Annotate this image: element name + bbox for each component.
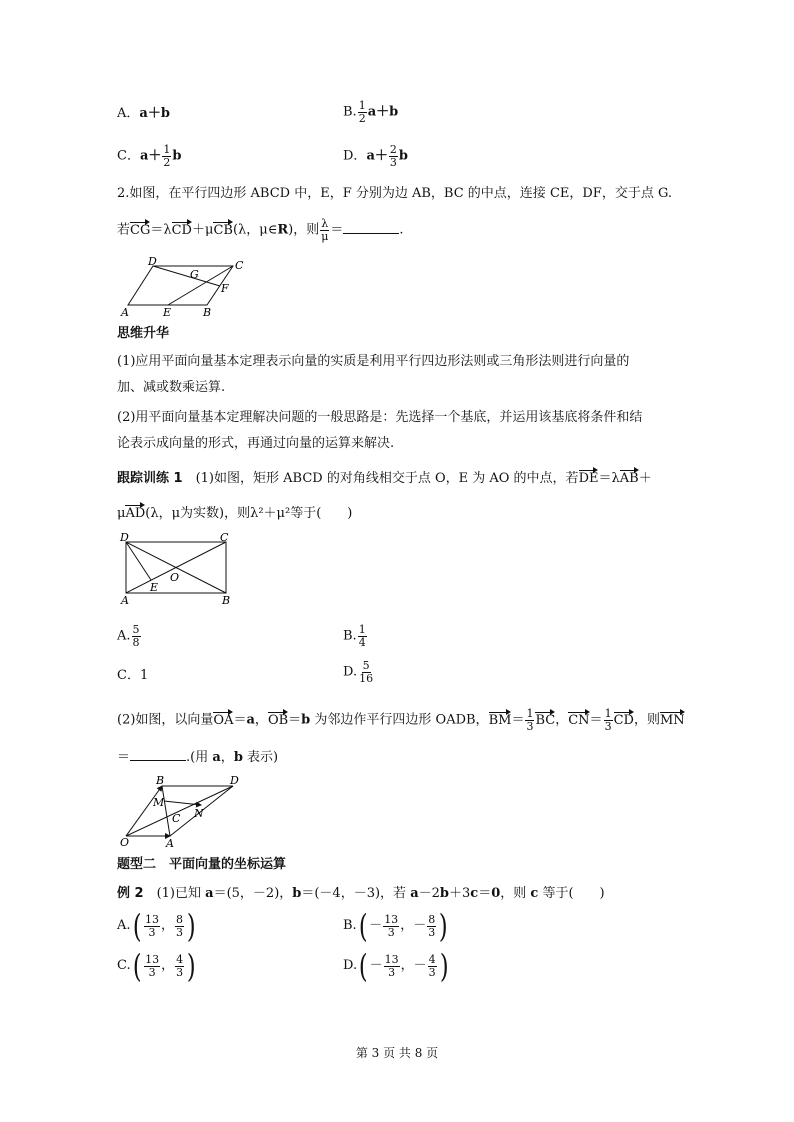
label-d: D <box>230 774 239 787</box>
answer-blank <box>343 221 399 234</box>
option-expr: b <box>172 148 182 164</box>
denominator: 3 <box>176 965 184 979</box>
page-footer: 第 3 页 共 8 页 <box>355 1046 439 1060</box>
numerator: 5 <box>132 623 140 636</box>
label-c: C <box>235 259 244 272</box>
vector-mn: MN <box>659 712 685 728</box>
left-paren: ( <box>132 907 142 945</box>
label-o: O <box>170 571 180 584</box>
example-label: 例 2 <box>117 886 144 901</box>
diagonal-ab <box>162 786 170 836</box>
fraction <box>525 708 534 732</box>
text: (λ，μ为实数)，则λ²＋μ²等于( ) <box>145 506 353 521</box>
option-value: 1 <box>139 668 149 683</box>
denominator: 3 <box>176 925 184 939</box>
tracking-option-c <box>117 668 148 684</box>
coordinate-pair <box>343 947 450 985</box>
tracking-title: 跟踪训练 1 <box>117 471 183 486</box>
example2-line <box>117 886 605 902</box>
vector-c: c <box>470 886 479 901</box>
part2-line2 <box>117 748 278 766</box>
text: ，则 <box>500 886 531 901</box>
fraction <box>132 624 141 648</box>
numerator: 4 <box>176 952 184 966</box>
option-label: D． <box>343 148 367 164</box>
text: ＝ <box>511 712 525 728</box>
denominator: 3 <box>389 155 397 169</box>
fraction <box>427 914 436 938</box>
thinking-p1b: 加、减或数乘运算. <box>117 380 226 395</box>
answer-blank <box>130 748 186 761</box>
option-expr: a＋ <box>366 148 388 164</box>
option-label: C． <box>117 668 140 683</box>
fraction <box>358 100 367 124</box>
label-d: D <box>148 256 157 268</box>
denominator: 16 <box>359 671 374 685</box>
right-paren: ) <box>439 947 449 985</box>
coordinate-pair <box>343 907 450 945</box>
vector-c: c <box>530 886 539 901</box>
option-label: B. <box>343 918 357 934</box>
section-title: 题型二 平面向量的坐标运算 <box>117 857 287 872</box>
thinking-title: 思维升华 <box>117 326 170 341</box>
vector-ob-arrow <box>126 786 162 836</box>
fraction <box>175 954 184 978</box>
example2-option-a <box>117 907 198 945</box>
vector-a: a <box>212 750 221 765</box>
label-f: F <box>221 282 229 295</box>
label-m: M <box>153 796 165 809</box>
numerator: 8 <box>176 912 184 926</box>
fraction <box>358 624 367 648</box>
sign: － <box>413 918 427 934</box>
parallelogram-oadb-figure <box>118 774 248 850</box>
vector-bc: BC <box>535 712 556 728</box>
text: ＋μ <box>191 222 214 238</box>
option-label: C． <box>117 148 140 164</box>
text: ， <box>400 958 414 974</box>
text: ＝(5，－2)， <box>213 886 293 901</box>
label-a: A <box>166 837 174 850</box>
denominator: 3 <box>387 925 395 939</box>
denominator: 3 <box>526 719 534 733</box>
vector-cn: CN <box>568 712 590 728</box>
q2-line1: 2.如图，在平行四边形 ABCD 中，E，F 分别为边 AB，BC 的中点，连接 CE，DF，交于点 G. <box>117 186 673 201</box>
tracking-option-d <box>343 660 375 684</box>
vector-bm: BM <box>488 712 512 728</box>
option-label: A. <box>117 628 131 644</box>
option-expr: a＋ <box>139 148 162 164</box>
text: －2 <box>418 886 440 901</box>
option-d <box>343 144 408 168</box>
label-c: C <box>220 532 229 544</box>
label-c: C <box>172 812 181 825</box>
coordinate-pair <box>117 907 198 945</box>
text: ＝ <box>330 222 344 238</box>
tracking-line2 <box>117 506 352 522</box>
label-b: B <box>222 594 231 606</box>
numerator: 4 <box>428 952 436 966</box>
parallelogram-figure <box>118 256 248 318</box>
vector-b: b <box>439 886 449 901</box>
vector-ad: AD <box>125 506 146 521</box>
denominator: 3 <box>148 965 156 979</box>
segment-de <box>126 542 151 580</box>
text: ＝ <box>288 712 302 728</box>
text: (1)如图，矩形 ABCD 的对角线相交于点 O，E 为 AO 的中点，若 <box>195 471 579 486</box>
thinking-p2a: (2)用平面向量基本定理解决问题的一般思路是：先选择一个基底，并运用该基底将条件和结 <box>117 410 643 425</box>
numerator: λ <box>321 217 329 230</box>
left-paren: ( <box>132 947 142 985</box>
text: (1)已知 <box>143 886 206 901</box>
text: ， <box>254 712 268 728</box>
zero-vector: 0 <box>491 886 501 901</box>
text: 表示) <box>242 750 279 765</box>
vector-b: b <box>301 712 311 728</box>
q2-line2 <box>117 218 404 242</box>
numerator: 13 <box>384 912 399 926</box>
text: 等于( ) <box>538 886 605 901</box>
fraction <box>428 954 437 978</box>
numerator: 1 <box>163 143 171 156</box>
fraction <box>144 954 160 978</box>
numerator: 8 <box>428 912 436 926</box>
label-d: D <box>120 532 129 544</box>
right-paren: ) <box>186 907 196 945</box>
fraction <box>383 914 399 938</box>
text: ＋ <box>638 471 652 486</box>
option-label: A. <box>117 918 131 934</box>
option-b <box>343 100 398 124</box>
option-c <box>117 144 181 168</box>
label-n: N <box>194 807 204 820</box>
option-label: D. <box>343 664 358 680</box>
fraction <box>358 660 374 684</box>
denominator: 8 <box>132 635 140 649</box>
sign: － <box>413 958 427 974</box>
text: (2)如图，以向量 <box>117 712 214 728</box>
numerator: 13 <box>145 952 160 966</box>
text: . <box>399 222 404 238</box>
text: ， <box>161 918 175 934</box>
vector-ab: AB <box>619 471 639 486</box>
vector-cb: CB <box>213 222 233 238</box>
vector-cd: CD <box>613 712 634 728</box>
part2-line1 <box>117 708 685 732</box>
option-a <box>117 106 170 122</box>
text: ， <box>220 750 234 765</box>
text: )，则 <box>288 222 320 238</box>
numerator: 5 <box>362 659 370 672</box>
denominator: 3 <box>388 965 396 979</box>
denominator: μ <box>321 229 329 243</box>
example2-option-b <box>343 907 450 945</box>
fraction <box>389 144 398 168</box>
rectangle-figure <box>118 532 236 606</box>
vector-b: b <box>233 750 243 765</box>
numerator: 1 <box>526 707 534 720</box>
vector-a: a <box>246 712 255 728</box>
right-paren: ) <box>439 907 448 945</box>
tracking-option-b <box>343 624 368 648</box>
label-o: O <box>120 836 130 849</box>
option-label: D. <box>343 958 358 974</box>
fraction <box>604 708 613 732</box>
denominator: 2 <box>163 155 171 169</box>
text: (λ，μ∈ <box>232 222 278 238</box>
segment-df <box>153 266 220 286</box>
fraction <box>384 954 400 978</box>
vector-a: a <box>205 886 214 901</box>
text: ， <box>161 958 175 974</box>
text: ＝ <box>589 712 603 728</box>
text: μ <box>117 506 126 521</box>
vector-de: DE <box>578 471 599 486</box>
label-e: E <box>150 581 159 594</box>
example2-option-d <box>343 947 450 985</box>
label-a: A <box>121 594 129 606</box>
tracking-line1 <box>117 471 652 487</box>
text: 若 <box>117 222 131 238</box>
numerator: 1 <box>358 623 366 636</box>
text: ＝λ <box>598 471 620 486</box>
numerator: 13 <box>384 952 399 966</box>
sign: － <box>369 958 383 974</box>
numerator: 1 <box>604 707 612 720</box>
sign: － <box>369 918 383 934</box>
text: ，则 <box>633 712 660 728</box>
vector-b: b <box>292 886 302 901</box>
numerator: 1 <box>358 99 366 112</box>
numerator: 13 <box>145 912 160 926</box>
vector-cd: CD <box>171 222 192 238</box>
fraction <box>144 914 160 938</box>
left-paren: ( <box>358 947 368 985</box>
coordinate-pair <box>117 947 198 985</box>
label-g: G <box>190 268 199 281</box>
denominator: 2 <box>358 111 366 125</box>
denominator: 3 <box>148 925 156 939</box>
label-b: B <box>203 306 212 318</box>
text: .(用 <box>186 750 213 765</box>
text: ＝(－4，－3)，若 <box>301 886 411 901</box>
denominator: 4 <box>358 635 366 649</box>
fraction <box>162 144 171 168</box>
left-paren: ( <box>358 907 368 945</box>
fraction <box>175 914 184 938</box>
vector-cg: CG <box>130 222 151 238</box>
example2-option-c <box>117 947 198 985</box>
right-paren: ) <box>186 947 196 985</box>
label-b: B <box>156 774 165 787</box>
denominator: 3 <box>428 925 436 939</box>
text: ＋3 <box>449 886 471 901</box>
option-expr: a＋b <box>367 104 399 120</box>
text: ＝ <box>117 750 131 765</box>
vector-oa: OA <box>213 712 234 728</box>
numerator: 2 <box>389 143 397 156</box>
denominator: 3 <box>604 719 612 733</box>
option-label: A． <box>117 106 140 121</box>
label-a: A <box>121 306 129 318</box>
tracking-option-a <box>117 624 142 648</box>
text: ＝ <box>478 886 492 901</box>
text: ＝λ <box>150 222 172 238</box>
option-label: C. <box>117 958 131 974</box>
label-e: E <box>163 306 172 318</box>
option-expr: b <box>398 148 408 164</box>
real-set: R <box>277 222 289 238</box>
thinking-p1a: (1)应用平面向量基本定理表示向量的实质是利用平行四边形法则或三角形法则进行向量的 <box>117 354 630 369</box>
denominator: 3 <box>428 965 436 979</box>
option-label: B. <box>343 104 357 120</box>
text: 为邻边作平行四边形 OADB， <box>310 712 489 728</box>
vector-ob: OB <box>267 712 289 728</box>
text: ， <box>555 712 569 728</box>
text: ， <box>400 918 414 934</box>
fraction <box>320 218 329 242</box>
thinking-p2b: 论表示成向量的形式，再通过向量的运算来解决. <box>117 436 395 451</box>
vector-a: a <box>410 886 419 901</box>
option-label: B. <box>343 628 357 644</box>
option-expr: a＋b <box>139 106 170 121</box>
text: ＝ <box>233 712 247 728</box>
